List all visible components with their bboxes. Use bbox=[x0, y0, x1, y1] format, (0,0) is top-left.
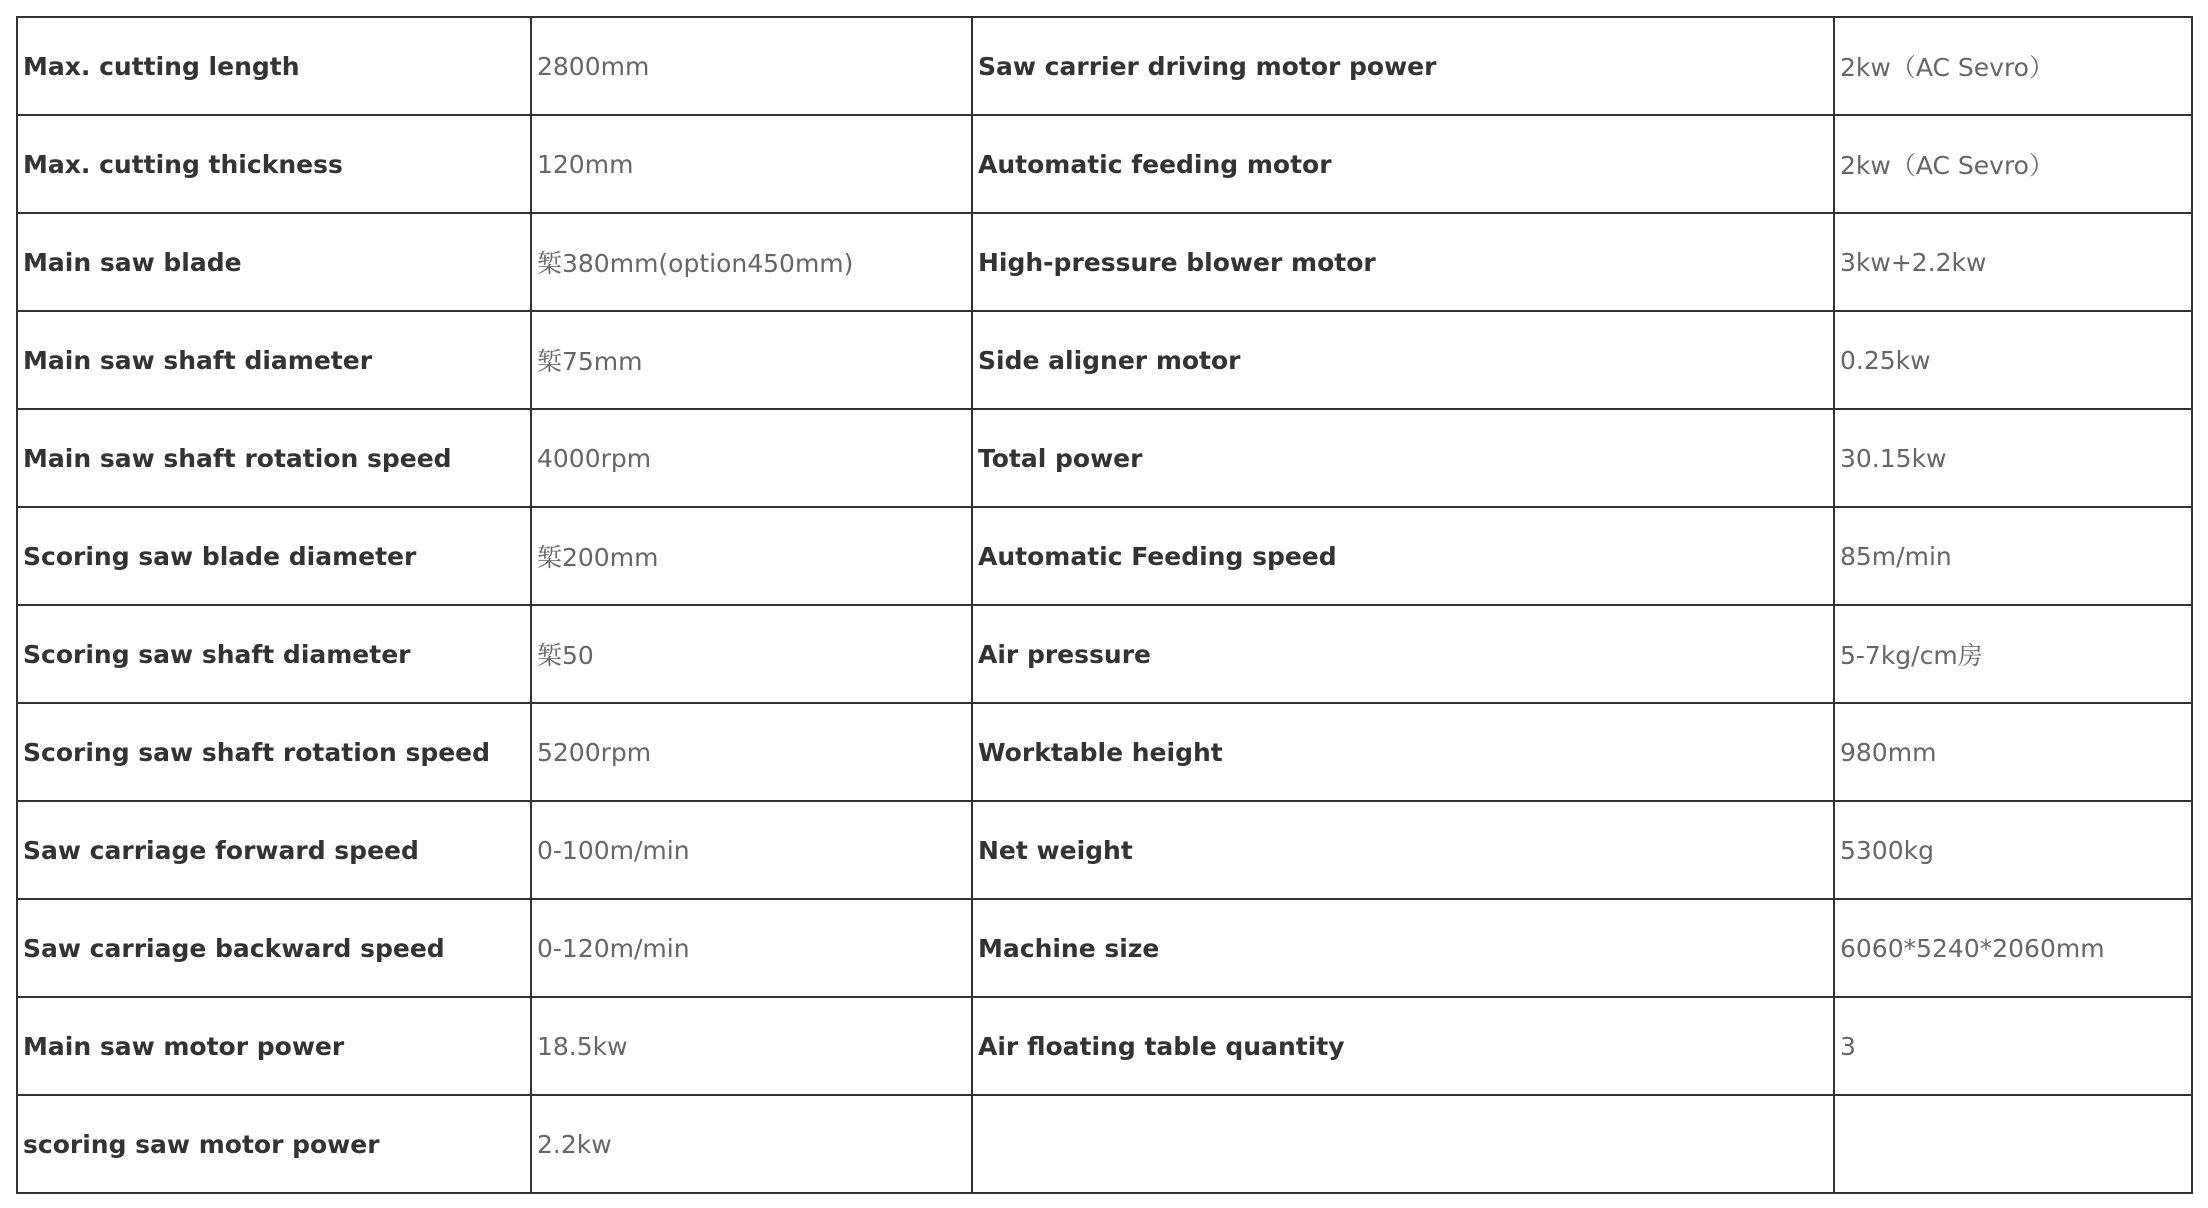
spec-value: 6060*5240*2060mm bbox=[1834, 899, 2192, 997]
spec-value: 30.15kw bbox=[1834, 409, 2192, 507]
table-row bbox=[17, 703, 2192, 801]
spec-label: Worktable height bbox=[972, 703, 1834, 801]
table-row bbox=[17, 213, 2192, 311]
spec-label: Automatic feeding motor bbox=[972, 115, 1834, 213]
spec-label: Scoring saw blade diameter bbox=[17, 507, 531, 605]
table-row bbox=[17, 1095, 2192, 1193]
table-row bbox=[17, 507, 2192, 605]
spec-value: 椠50 bbox=[531, 605, 972, 703]
spec-value: 2800mm bbox=[531, 17, 972, 115]
table-row bbox=[17, 409, 2192, 507]
spec-value: 0-100m/min bbox=[531, 801, 972, 899]
table-row bbox=[17, 801, 2192, 899]
spec-label: Net weight bbox=[972, 801, 1834, 899]
table-row bbox=[17, 115, 2192, 213]
spec-value: 3 bbox=[1834, 997, 2192, 1095]
spec-label: Max. cutting length bbox=[17, 17, 531, 115]
spec-value: 5300kg bbox=[1834, 801, 2192, 899]
spec-label: Saw carriage forward speed bbox=[17, 801, 531, 899]
spec-value: 3kw+2.2kw bbox=[1834, 213, 2192, 311]
spec-label: Main saw blade bbox=[17, 213, 531, 311]
table-row bbox=[17, 17, 2192, 115]
spec-value: 2kw（AC Sevro） bbox=[1834, 17, 2192, 115]
spec-value: 0.25kw bbox=[1834, 311, 2192, 409]
spec-label: Total power bbox=[972, 409, 1834, 507]
spec-label: High-pressure blower motor bbox=[972, 213, 1834, 311]
spec-value: 85m/min bbox=[1834, 507, 2192, 605]
spec-label: Scoring saw shaft rotation speed bbox=[17, 703, 531, 801]
table-row bbox=[17, 997, 2192, 1095]
spec-value: 2.2kw bbox=[531, 1095, 972, 1193]
spec-label: Air floating table quantity bbox=[972, 997, 1834, 1095]
spec-value: 4000rpm bbox=[531, 409, 972, 507]
spec-value: 2kw（AC Sevro） bbox=[1834, 115, 2192, 213]
spec-value: 5200rpm bbox=[531, 703, 972, 801]
spec-table bbox=[16, 16, 2193, 1194]
empty-cell bbox=[1834, 1095, 2192, 1193]
spec-label: Machine size bbox=[972, 899, 1834, 997]
spec-label: Main saw shaft rotation speed bbox=[17, 409, 531, 507]
spec-label: Max. cutting thickness bbox=[17, 115, 531, 213]
spec-value: 0-120m/min bbox=[531, 899, 972, 997]
spec-label: Scoring saw shaft diameter bbox=[17, 605, 531, 703]
table-row bbox=[17, 311, 2192, 409]
spec-value: 椠75mm bbox=[531, 311, 972, 409]
spec-label: Side aligner motor bbox=[972, 311, 1834, 409]
spec-value: 120mm bbox=[531, 115, 972, 213]
spec-label: Air pressure bbox=[972, 605, 1834, 703]
spec-label: Saw carrier driving motor power bbox=[972, 17, 1834, 115]
table-row bbox=[17, 605, 2192, 703]
table-row bbox=[17, 899, 2192, 997]
spec-value: 980mm bbox=[1834, 703, 2192, 801]
spec-label: Automatic Feeding speed bbox=[972, 507, 1834, 605]
spec-label: Main saw motor power bbox=[17, 997, 531, 1095]
spec-value: 椠200mm bbox=[531, 507, 972, 605]
spec-label: scoring saw motor power bbox=[17, 1095, 531, 1193]
spec-label: Saw carriage backward speed bbox=[17, 899, 531, 997]
spec-value: 椠380mm(option450mm) bbox=[531, 213, 972, 311]
empty-cell bbox=[972, 1095, 1834, 1193]
spec-value: 18.5kw bbox=[531, 997, 972, 1095]
spec-label: Main saw shaft diameter bbox=[17, 311, 531, 409]
spec-value: 5-7kg/cm房 bbox=[1834, 605, 2192, 703]
